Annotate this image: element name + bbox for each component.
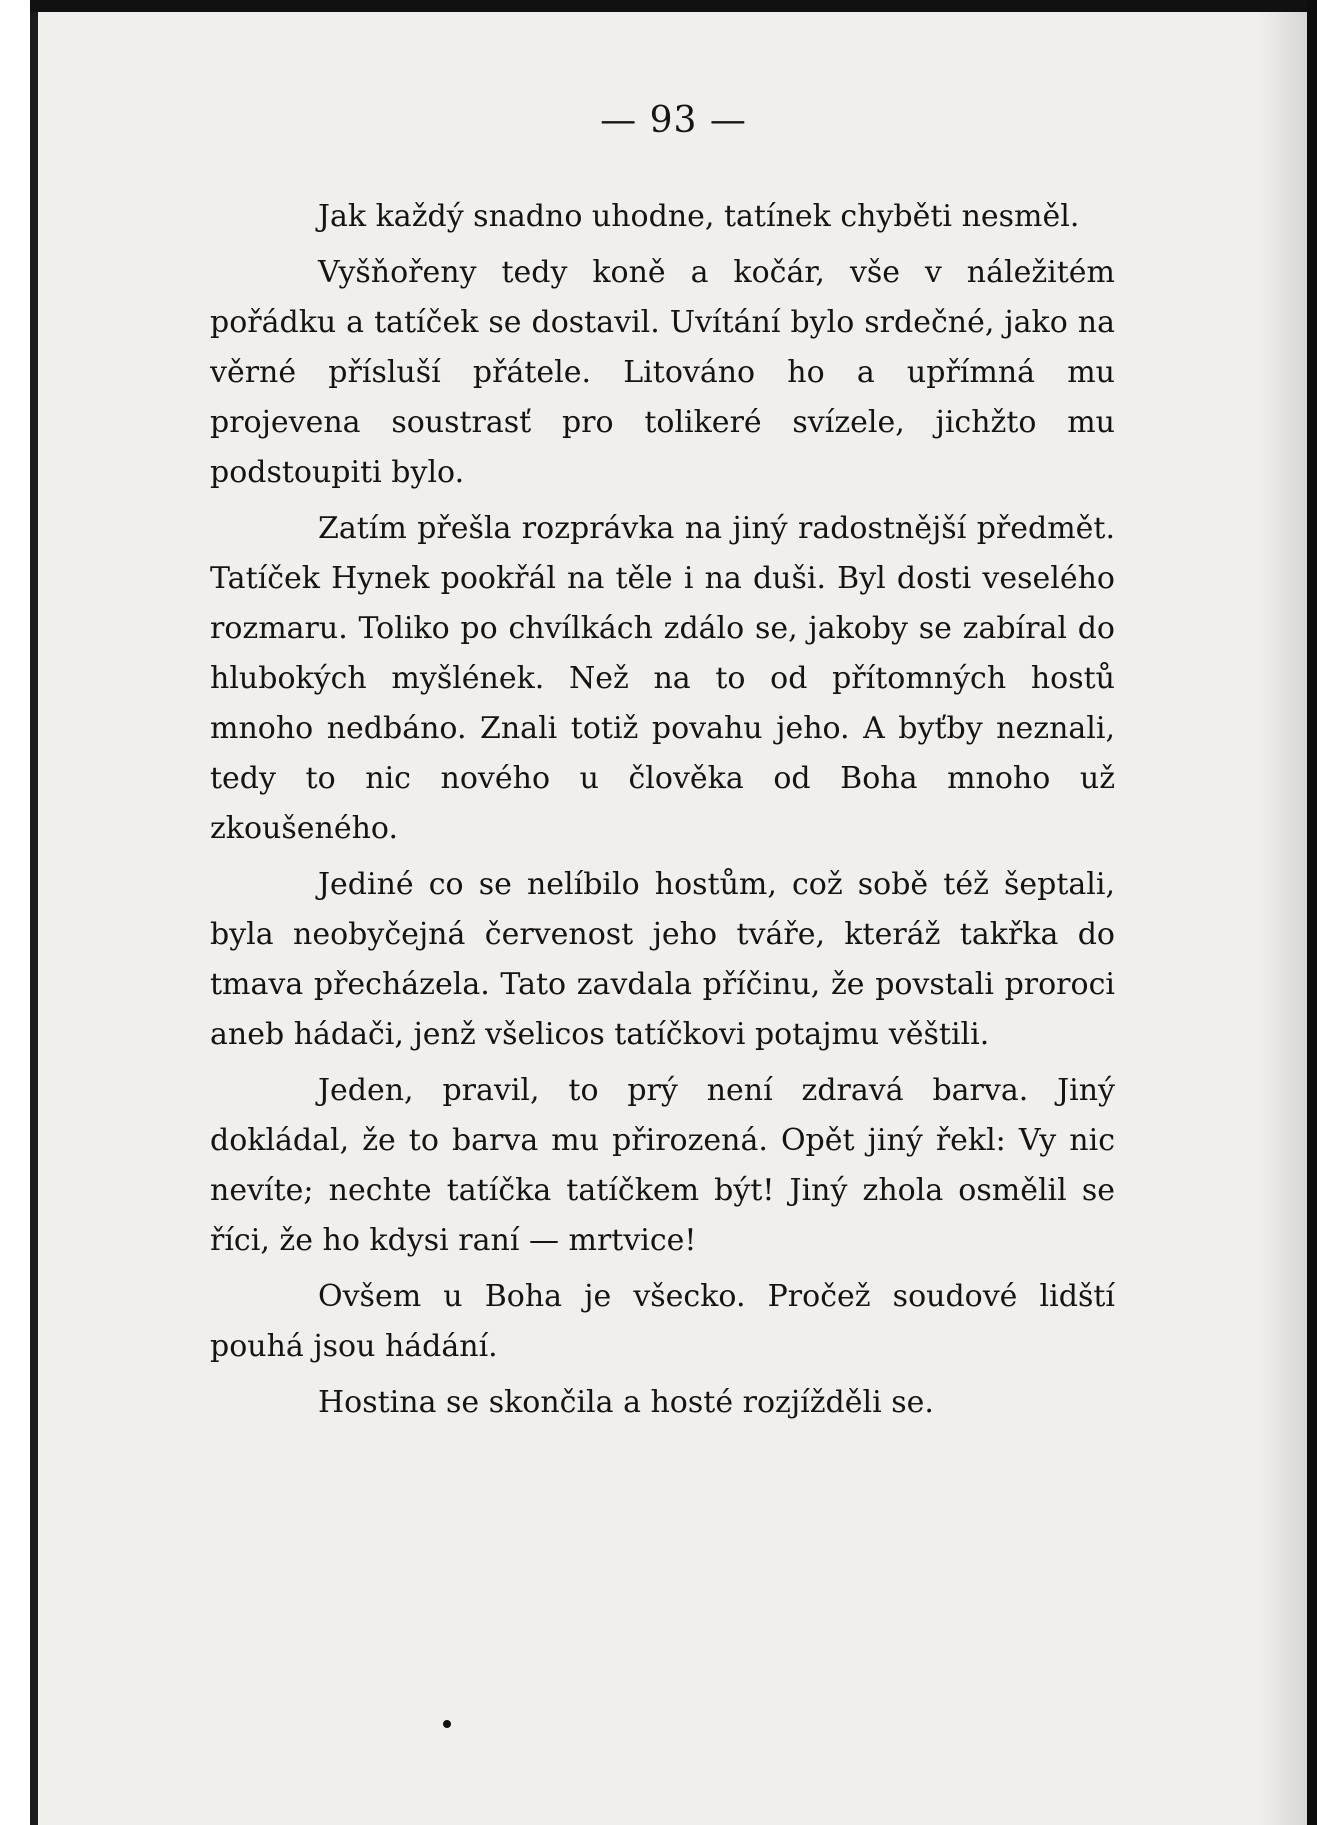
left-margin-edge [0, 0, 30, 1825]
paragraph: Zatím přešla rozprávka na jiný radostnější předmět. Tatíček Hynek pookřál na těle i na duši. Byl dosti veselého rozmaru. Toliko po chvílkách zdálo se, jakoby se zabíral do hlubokých myšlének. Než na to od přítomných hostů mnoho nedbáno. Znali totiž povahu jeho. A byťby neznali, tedy to nic nového u člověka od Boha mnoho už zkoušeného. [210, 511, 1115, 846]
ink-speck [443, 1720, 451, 1728]
right-page-shadow [1257, 12, 1307, 1825]
paragraph: Jediné co se nelíbilo hostům, což sobě též šeptali, byla neobyčejná červenost jeho tváře, kteráž takřka do tmava přecházela. Tato zavdala příčinu, že povstali proroci aneb hádači, jenž všelicos tatíčkovi potajmu věštili. [210, 867, 1115, 1052]
paragraph: Hostina se skončila a hosté rozjížděli se. [318, 1385, 934, 1420]
page-number: — 93 — [600, 100, 747, 141]
body-text [210, 192, 1115, 1434]
paragraph: Ovšem u Boha je všecko. Pročež soudové lidští pouhá jsou hádání. [210, 1279, 1115, 1364]
paragraph: Jak každý snadno uhodne, tatínek chyběti nesměl. [318, 199, 1080, 234]
paragraph: Jeden, pravil, to prý není zdravá barva. Jiný dokládal, že to barva mu přirozená. Opět jiný řekl: Vy nic nevíte; nechte tatíčka tatíčkem být! Jiný zhola osmělil se říci, že ho kdysi raní — mrtvice! [210, 1073, 1115, 1258]
paragraph: Vyšňořeny tedy koně a kočár, vše v náležitém pořádku a tatíček se dostavil. Uvítání bylo srdečné, jako na věrné přísluší přátele. Litováno ho a upřímná mu projevena soustrasť pro tolikeré svízele, jichžto mu podstoupiti bylo. [210, 255, 1115, 490]
right-border-edge [1307, 0, 1317, 1825]
left-binding-line [30, 0, 38, 1825]
top-border-edge [30, 0, 1317, 12]
